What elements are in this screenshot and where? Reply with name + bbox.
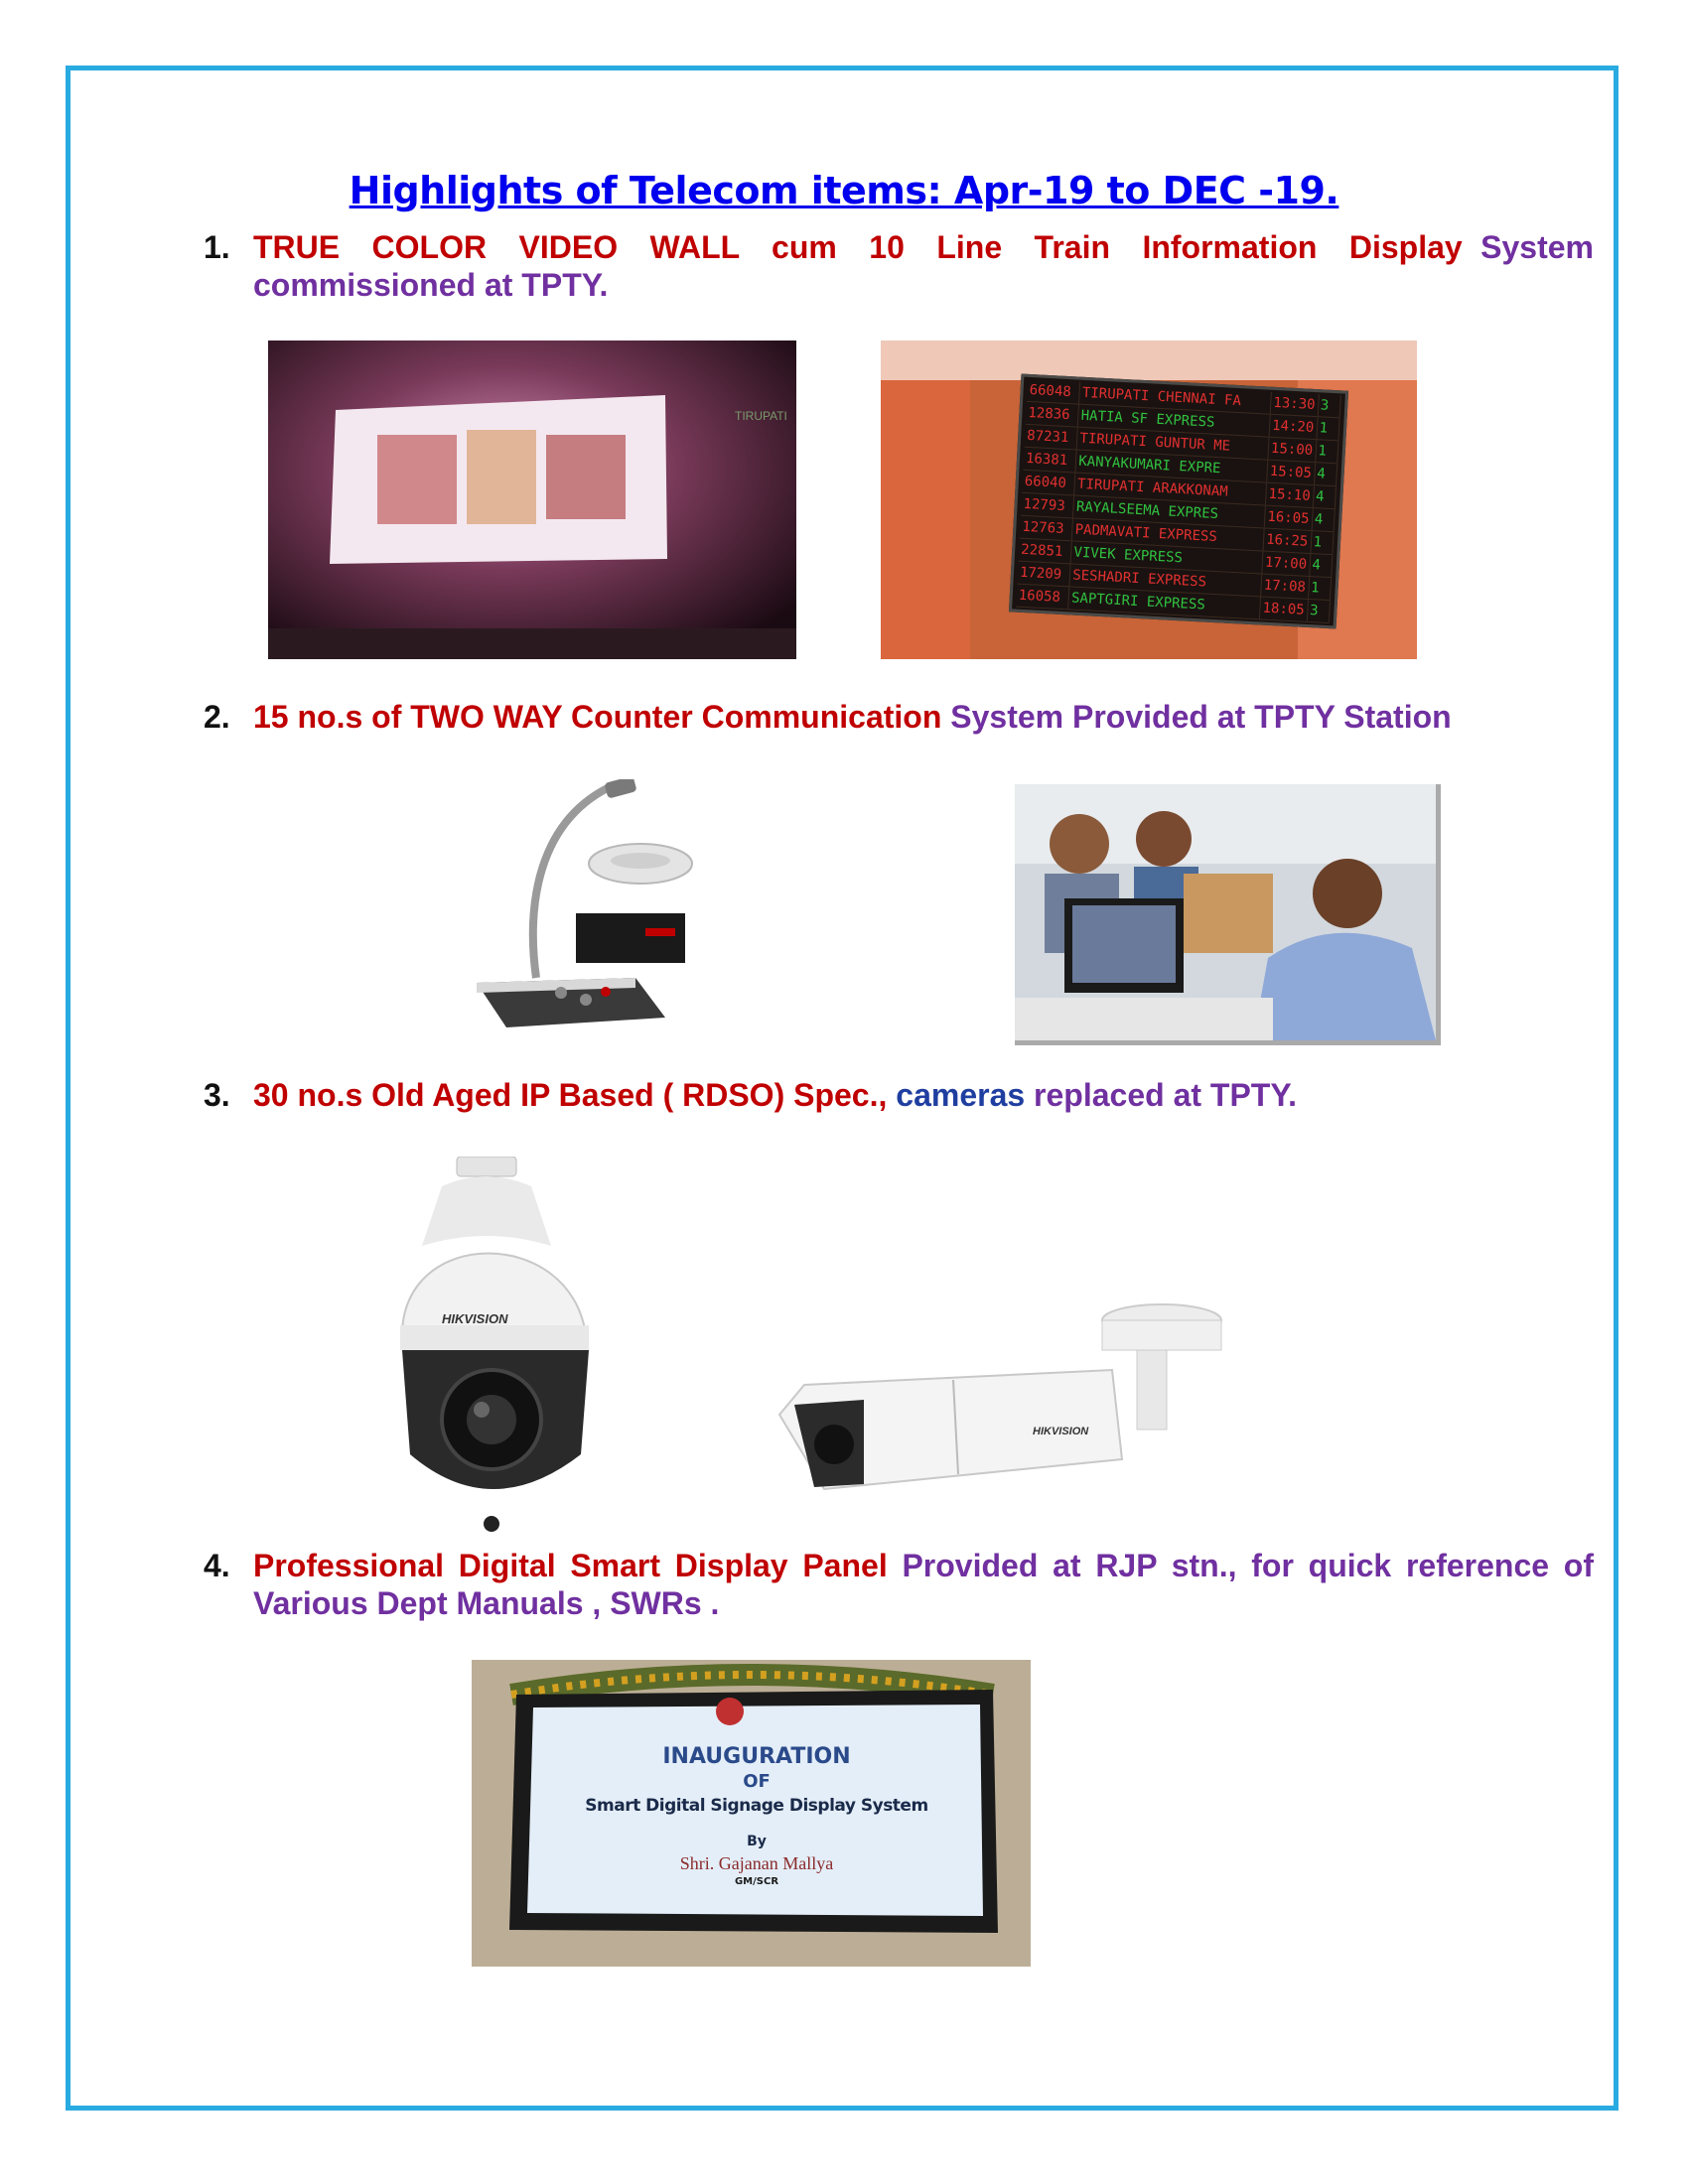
led-cell-name: TIRUPATI CHENNAI FA [1079, 382, 1272, 414]
counter-staff-photo [1015, 784, 1441, 1045]
list-item-2 [204, 698, 1594, 736]
title-text: Highlights of Telecom items: Apr-19 to DEC -19 [349, 169, 1326, 212]
led-cell-pf: 4 [1312, 508, 1335, 531]
led-cell-name: RAYALSEEMA EXPRES [1073, 496, 1266, 528]
signage-screen [533, 1744, 980, 1887]
signage-line-4: By [747, 1834, 767, 1849]
led-cell-no: 22851 [1019, 539, 1072, 564]
led-cell-pf: 4 [1315, 463, 1337, 485]
led-cell-no: 17209 [1017, 562, 1070, 587]
led-cell-pf: 1 [1317, 417, 1339, 440]
train-display-photo [881, 341, 1417, 659]
led-cell-name: SAPTGIRI EXPRESS [1069, 587, 1262, 618]
video-wall-photo [268, 341, 796, 659]
led-cell-no: 16058 [1016, 585, 1069, 610]
signage-line-5: Shri. Gajanan Mallya [679, 1853, 834, 1873]
led-cell-no: 66048 [1027, 379, 1080, 404]
led-cell-name: HATIA SF EXPRESS [1078, 405, 1271, 437]
tirupati-sign: TIRUPATI [735, 409, 787, 423]
led-cell-no: 66040 [1022, 471, 1075, 495]
led-cell-name: SESHADRI EXPRESS [1070, 564, 1263, 596]
led-cell-name: VIVEK EXPRESS [1071, 541, 1264, 573]
led-cell-name: TIRUPATI GUNTUR ME [1077, 428, 1270, 460]
led-cell-name: KANYAKUMARI EXPRE [1076, 451, 1269, 482]
item-number: 1. [204, 229, 230, 265]
led-cell-no: 12763 [1020, 516, 1073, 541]
item-highlight: TRUE COLOR VIDEO WALL cum 10 Line Train Information Display [253, 229, 1463, 265]
item-description: System commissioned at TPTY. [253, 229, 1595, 303]
led-cell-time: 14:20 [1270, 415, 1319, 439]
item-number: 4. [204, 1548, 230, 1583]
smart-signage-photo [472, 1660, 1031, 1967]
led-cell-time: 15:05 [1267, 461, 1316, 484]
led-cell-time: 16:25 [1264, 529, 1313, 553]
signage-line-2: OF [743, 1771, 771, 1792]
list-item-3 [204, 1076, 1594, 1114]
item-keyword: cameras [887, 1077, 1026, 1113]
led-cell-name: TIRUPATI ARAKKONAM [1075, 474, 1268, 505]
item-number: 3. [204, 1077, 230, 1113]
led-cell-time: 17:08 [1261, 575, 1310, 599]
led-cell-pf: 3 [1318, 394, 1340, 417]
signage-line-3: Smart Digital Signage Display System [585, 1796, 928, 1816]
item-highlight: Professional Digital Smart Display Panel [253, 1548, 888, 1583]
led-cell-no: 12793 [1021, 493, 1074, 518]
page-title [0, 169, 1688, 212]
led-cell-no: 12836 [1026, 402, 1079, 427]
list-item-1 [204, 228, 1594, 304]
brand-label-bullet: HIKVISION [1033, 1426, 1089, 1437]
led-cell-no: 87231 [1025, 425, 1078, 450]
item-number: 2. [204, 699, 230, 735]
led-cell-time: 17:00 [1262, 552, 1311, 576]
title-dot: . [1325, 169, 1339, 212]
led-cell-time: 16:05 [1265, 506, 1314, 530]
list-item-4 [204, 1547, 1594, 1622]
led-cell-pf: 4 [1310, 554, 1333, 577]
item-highlight: 30 no.s Old Aged IP Based ( RDSO) Spec., [253, 1077, 888, 1113]
led-cell-time: 15:10 [1266, 483, 1315, 507]
led-cell-pf: 4 [1314, 485, 1336, 508]
dome-camera-photo [382, 1157, 606, 1539]
item-description: System Provided at TPTY Station [941, 699, 1452, 735]
bullet-camera-photo [765, 1261, 1231, 1499]
led-cell-time: 18:05 [1260, 597, 1309, 620]
led-cell-pf: 1 [1309, 577, 1332, 600]
item-highlight: 15 no.s of TWO WAY Counter Communication [253, 699, 942, 735]
led-cell-name: PADMAVATI EXPRESS [1072, 518, 1265, 550]
item-description: replaced at TPTY. [1025, 1077, 1298, 1113]
led-cell-no: 16381 [1023, 448, 1076, 473]
intercom-device-photo [467, 779, 725, 1037]
led-cell-pf: 1 [1316, 440, 1338, 463]
led-display-board [1009, 374, 1348, 629]
item-description: Provided at RJP stn., for quick reference of Various Dept Manuals , SWRs . [253, 1548, 1595, 1621]
led-cell-time: 15:00 [1268, 438, 1317, 462]
signage-line-6: GM/SCR [734, 1876, 779, 1887]
signage-line-1: INAUGURATION [662, 1744, 851, 1769]
led-cell-time: 13:30 [1271, 392, 1320, 416]
led-cell-pf: 1 [1311, 531, 1334, 554]
led-cell-pf: 3 [1307, 600, 1330, 622]
brand-label-dome: HIKVISION [442, 1311, 508, 1326]
